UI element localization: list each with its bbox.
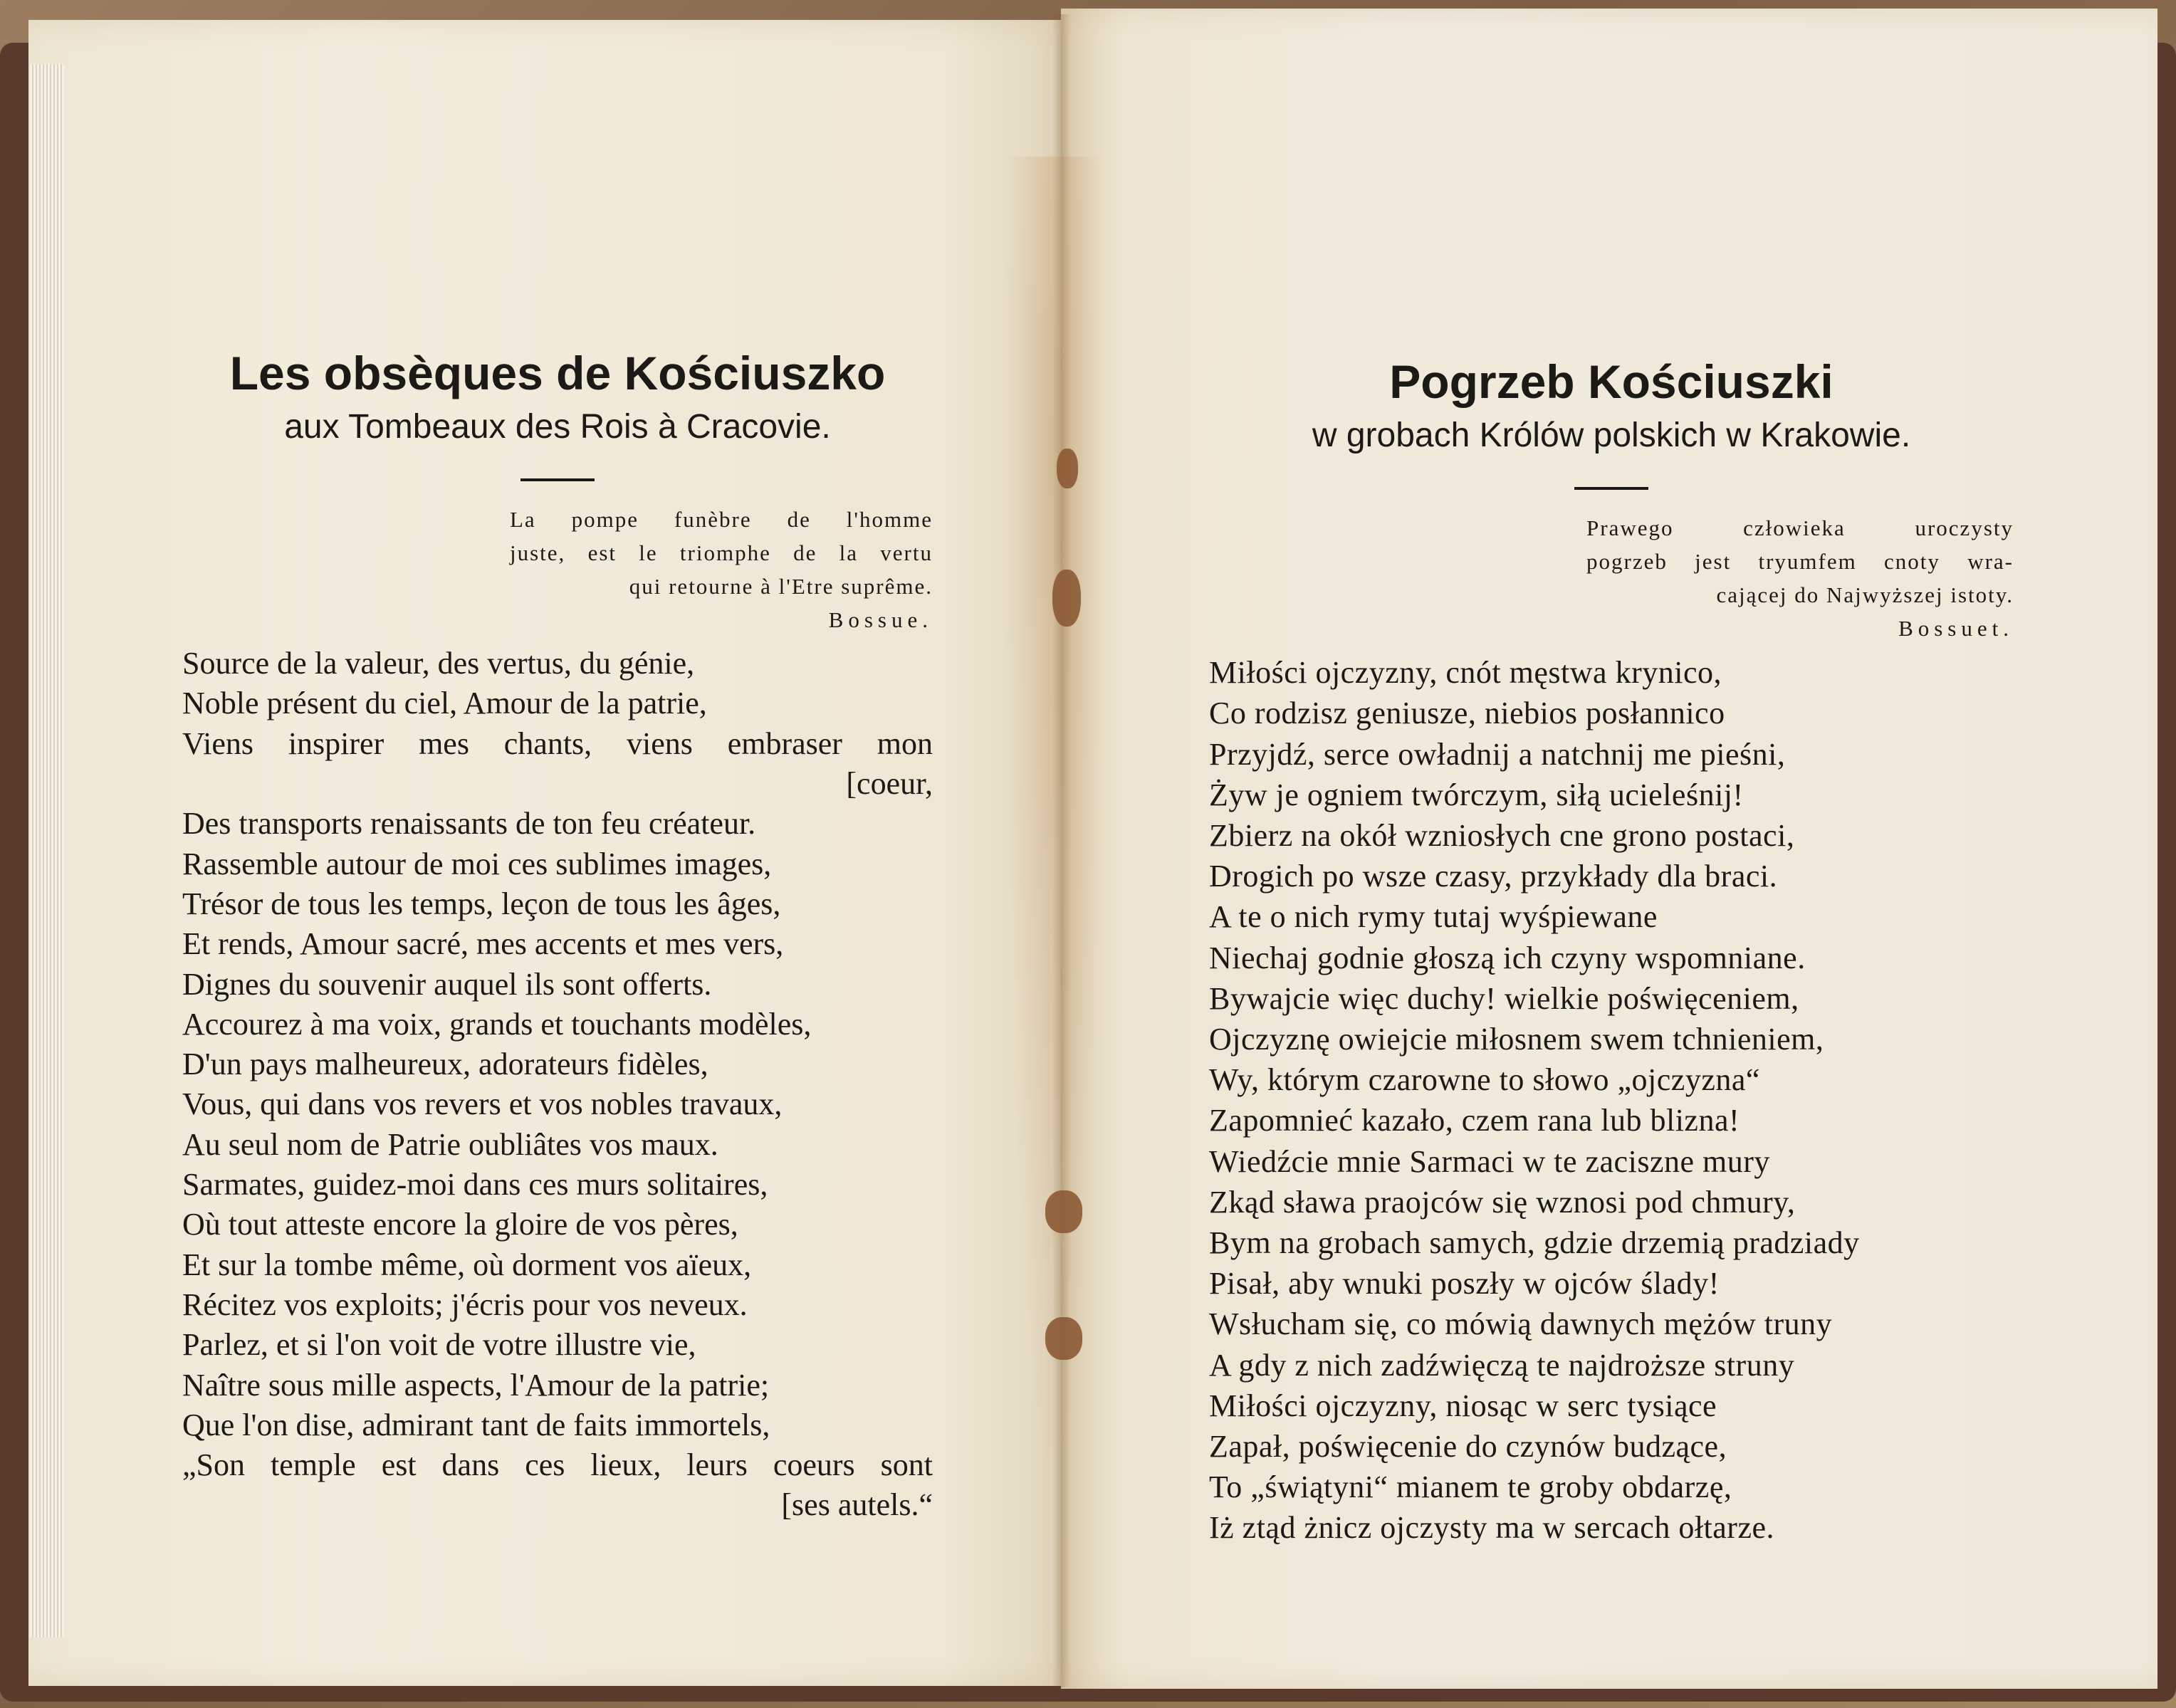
polish-poem <box>1209 652 2014 1548</box>
epigraph-line: juste, est le triomphe de la vertu <box>510 540 933 566</box>
french-poem <box>182 644 933 1526</box>
poem-line: „Son temple est dans ces lieux, leurs coeurs sont <box>182 1447 933 1483</box>
poem-line: Où tout atteste encore la gloire de vos pères, <box>182 1207 738 1242</box>
poem-line: Miłości ojczyzny, niosąc w serc tysiące <box>1209 1388 1717 1423</box>
poem-line: To „świątyni“ mianem te groby obdarzę, <box>1209 1469 1732 1505</box>
poem-line: Zapomnieć kazało, czem rana lub blizna! <box>1209 1103 1740 1138</box>
title-divider <box>521 478 595 481</box>
poem-line: [coeur, <box>846 766 933 802</box>
binding-stitch <box>1057 449 1078 488</box>
epigraph-line: pogrzeb jest tryumfem cnoty wra- <box>1586 549 2014 575</box>
poem-line: A te o nich rymy tutaj wyśpiewane <box>1209 899 1658 935</box>
poem-line: Des transports renaissants de ton feu créateur. <box>182 806 756 842</box>
epigraph-author: Bossue. <box>828 607 933 633</box>
poem-line: Zapał, poświęcenie do czynów budzące, <box>1209 1429 1727 1465</box>
poem-line: Source de la valeur, des vertus, du génie, <box>182 646 695 681</box>
poem-line: Przyjdź, serce owładnij a natchnij me pieśni, <box>1209 736 1786 772</box>
poem-line: Noble présent du ciel, Amour de la patrie, <box>182 686 707 721</box>
french-poem-column <box>182 347 933 1526</box>
poem-line: Naître sous mille aspects, l'Amour de la patrie; <box>182 1367 770 1403</box>
poem-line: Que l'on dise, admirant tant de faits immortels, <box>182 1407 770 1442</box>
poem-line: Trésor de tous les temps, leçon de tous les âges, <box>182 886 781 921</box>
poem-line: Vous, qui dans vos revers et vos nobles travaux, <box>182 1086 783 1122</box>
poem-line: Au seul nom de Patrie oubliâtes vos maux. <box>182 1126 718 1162</box>
binding-stitch <box>1052 570 1081 627</box>
poem-line: Parlez, et si l'on voit de votre illustre vie, <box>182 1327 696 1363</box>
poem-line: [ses autels.“ <box>781 1487 933 1523</box>
page-edges <box>30 64 64 1638</box>
poem-line: Ojczyznę owiejcie miłosnem swem tchnieniem, <box>1209 1022 1824 1057</box>
epigraph-line: La pompe funèbre de l'homme <box>510 507 933 533</box>
poem-line: Dignes du souvenir auquel ils sont offerts. <box>182 966 712 1002</box>
french-title: Les obsèques de Kościuszko <box>229 347 886 399</box>
poem-line: Zbierz na okół wzniosłych cne grono postaci, <box>1209 818 1795 853</box>
poem-line: Wy, którym czarowne to słowo „ojczyzna“ <box>1209 1062 1760 1098</box>
poem-line: Et rends, Amour sacré, mes accents et mes vers, <box>182 926 784 962</box>
poem-line: A gdy z nich zadźwięczą te najdroższe struny <box>1209 1347 1795 1383</box>
poem-line: Miłości ojczyzny, cnót męstwa krynico, <box>1209 655 1722 691</box>
binding-stitch <box>1045 1317 1082 1360</box>
epigraph-line: qui retourne à l'Etre suprême. <box>629 574 933 599</box>
poem-line: Drogich po wsze czasy, przykłady dla braci. <box>1209 859 1778 894</box>
poem-line: Niechaj godnie głoszą ich czyny wspomniane. <box>1209 940 1806 975</box>
poem-line: Wsłucham się, co mówią dawnych mężów truny <box>1209 1306 1833 1342</box>
polish-subtitle: w grobach Królów polskich w Krakowie. <box>1312 416 1911 454</box>
poem-line: Accourez à ma voix, grands et touchants modèles, <box>182 1006 812 1042</box>
title-divider <box>1574 487 1648 490</box>
binding-stitch <box>1045 1190 1082 1233</box>
poem-line: Bym na grobach samych, gdzie drzemią pradziady <box>1209 1225 1860 1261</box>
polish-title: Pogrzeb Kościuszki <box>1389 355 1834 408</box>
epigraph-line: Prawego człowieka uroczysty <box>1586 515 2014 541</box>
poem-line: Wiedźcie mnie Sarmaci w te zaciszne mury <box>1209 1143 1770 1179</box>
poem-line: Co rodzisz geniusze, niebios posłannico <box>1209 696 1725 731</box>
french-subtitle: aux Tombeaux des Rois à Cracovie. <box>284 407 831 446</box>
poem-line: Pisał, aby wnuki poszły w ojców ślady! <box>1209 1266 1720 1301</box>
french-epigraph <box>510 503 933 636</box>
poem-line: D'un pays malheureux, adorateurs fidèles, <box>182 1047 708 1082</box>
poem-line: Et sur la tombe même, où dorment vos aïeux, <box>182 1247 752 1282</box>
poem-line: Bywajcie więc duchy! wielkie poświęceniem, <box>1209 980 1799 1016</box>
poem-line: Récitez vos exploits; j'écris pour vos neveux. <box>182 1287 748 1322</box>
poem-line: Iż ztąd żnicz ojczysty ma w sercach ołtarze. <box>1209 1510 1775 1546</box>
epigraph-author: Bossuet. <box>1898 616 2014 641</box>
polish-epigraph <box>1586 511 2014 645</box>
polish-poem-column <box>1209 356 2014 1549</box>
epigraph-line: cającej do Najwyższej istoty. <box>1716 582 2014 608</box>
poem-line: Viens inspirer mes chants, viens embraser mon <box>182 725 933 761</box>
book-gutter <box>1052 14 1071 1687</box>
poem-line: Rassemble autour de moi ces sublimes images, <box>182 846 772 881</box>
poem-line: Sarmates, guidez-moi dans ces murs solitaires, <box>182 1167 768 1203</box>
poem-line: Zkąd sława praojców się wznosi pod chmury, <box>1209 1184 1796 1220</box>
poem-line: Żyw je ogniem twórczym, siłą ucieleśnij! <box>1209 777 1744 812</box>
